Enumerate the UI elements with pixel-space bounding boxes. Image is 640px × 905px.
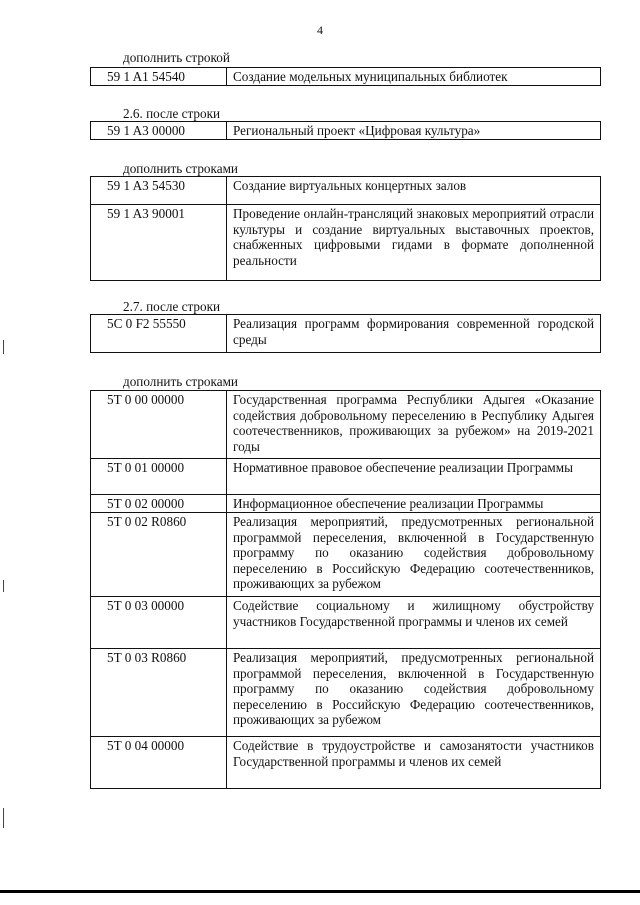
budget-code: 5T 0 03 00000 [91,597,227,649]
budget-code: 59 1 A3 54530 [91,177,227,205]
budget-code: 5C 0 F2 55550 [91,315,227,353]
budget-code: 5T 0 02 00000 [91,495,227,513]
table-row [91,649,601,737]
scan-margin-mark [3,340,4,354]
budget-code: 5T 0 00 00000 [91,391,227,459]
item-description: Реализация мероприятий, предусмотренных региональной программой переселения, включенной в Государственную программу по оказанию содействия добровольному переселению в Российскую Федерацию соотечественников, проживающих за рубежом [227,513,601,597]
item-description: Создание виртуальных концертных залов [227,177,601,205]
table-row [91,513,601,597]
table-row [91,495,601,513]
table-row [91,597,601,649]
section-2-7-after-row: 2.7. после строки [123,299,221,314]
budget-code: 5T 0 02 R0860 [91,513,227,597]
table-row [91,205,601,281]
codes-table-3 [90,176,601,281]
table-row [91,315,601,353]
budget-code: 5T 0 04 00000 [91,737,227,789]
budget-code: 59 1 A3 00000 [91,122,227,140]
table-row [91,391,601,459]
codes-table-4 [90,314,601,353]
item-description: Создание модельных муниципальных библиотек [227,68,601,86]
budget-code: 5T 0 03 R0860 [91,649,227,737]
budget-code: 59 1 A3 90001 [91,205,227,281]
item-description: Содействие в трудоустройстве и самозанятости участников Государственной программы и членов их семей [227,737,601,789]
table-row [91,737,601,789]
codes-table-5 [90,390,601,789]
table-row [91,122,601,140]
instruction-add-rows: дополнить строками [123,161,238,176]
codes-table-1 [90,67,601,86]
codes-table-2 [90,121,601,140]
table-row [91,459,601,495]
table-row [91,177,601,205]
item-description: Проведение онлайн-трансляций знаковых мероприятий отрасли культуры и создание виртуальных выставочных проектов, снабженных цифровыми гидами в формате дополненной реальности [227,205,601,281]
item-description: Информационное обеспечение реализации Программы [227,495,601,513]
table-row [91,68,601,86]
scan-margin-mark [3,808,4,828]
item-description: Реализация программ формирования современной городской среды [227,315,601,353]
instruction-add-rows: дополнить строками [123,374,238,389]
item-description: Реализация мероприятий, предусмотренных региональной программой переселения, включенной в Государственную программу по оказанию содействия добровольному переселению в Российскую Федерацию соотечественников, проживающих за рубежом [227,649,601,737]
scan-bottom-edge [0,890,640,893]
budget-code: 59 1 A1 54540 [91,68,227,86]
budget-code: 5T 0 01 00000 [91,459,227,495]
item-description: Нормативное правовое обеспечение реализации Программы [227,459,601,495]
page-number: 4 [317,23,323,37]
item-description: Государственная программа Республики Адыгея «Оказание содействия добровольному переселению в Республику Адыгея соотечественников, проживающих за рубежом» на 2019-2021 годы [227,391,601,459]
scan-margin-mark [3,580,4,592]
item-description: Содействие социальному и жилищному обустройству участников Государственной программы и членов их семей [227,597,601,649]
section-2-6-after-row: 2.6. после строки [123,106,221,121]
item-description: Региональный проект «Цифровая культура» [227,122,601,140]
instruction-add-row: дополнить строкой [123,50,230,65]
